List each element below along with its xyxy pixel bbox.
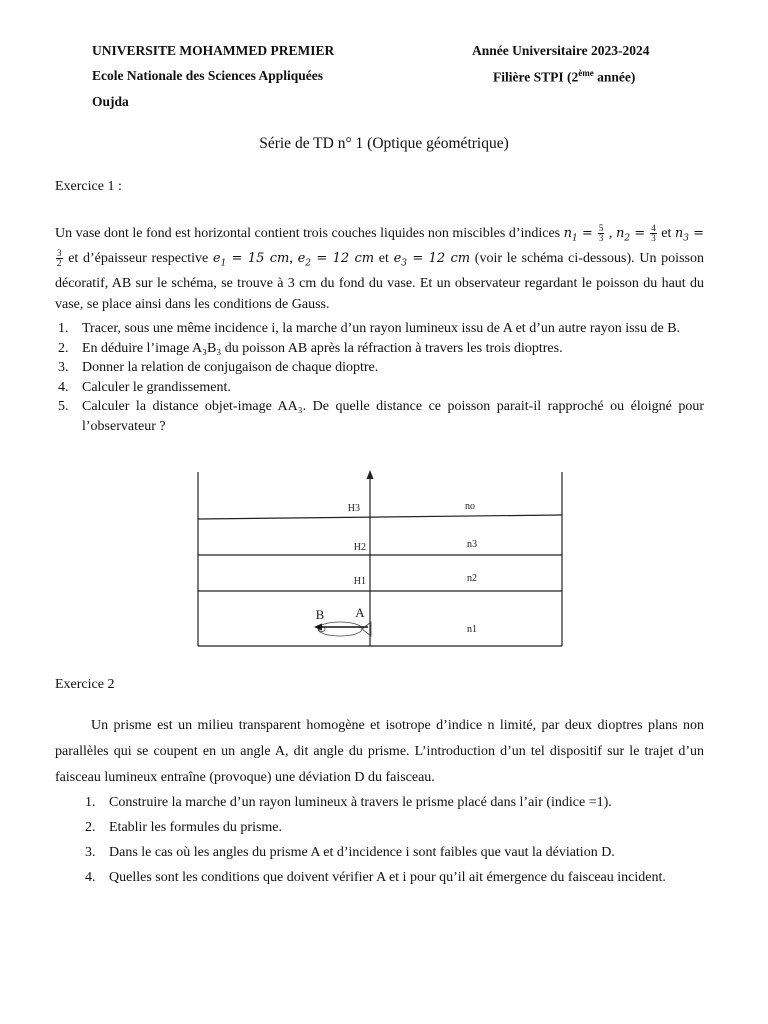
- label-h3: H3: [347, 503, 360, 514]
- exercise-1-questions: [55, 319, 704, 436]
- list-item: 4. Calculer le grandissement.: [58, 379, 231, 395]
- academic-year: Année Universitaire 2023-2024: [472, 43, 650, 58]
- list-item: 4. Quelles sont les conditions que doivent vérifier A et i pour qu’il ait émergence du faisceau incident.: [85, 870, 666, 885]
- exercise-1-intro: Un vase dont le fond est horizontal contient trois couches liquides non miscibles d’indices $n_1$ = $\frac{5}{3}$ , $n_2$ = $\frac{4}{3}$ et $n_3$ = $\frac{3}{2}$ et d’épaisseur respective $e_1 = 15$ cm, $e_2 = 12$ cm et $e_3 = 12$ cm (voir le schéma ci-dessous). Un poisson décoratif, AB sur le schéma, se trouve à 3 cm du fond du vase. Et un observateur regardant le poisson du haut du vase, se place ainsi dans les conditions de Gauss.: [55, 223, 704, 312]
- list-item: 1. Construire la marche d’un rayon lumineux à travers le prisme placé dans l’air (indice =1).: [85, 795, 612, 810]
- label-h1: H1: [353, 576, 366, 587]
- label-h2: H2: [353, 542, 366, 553]
- list-item: 3. Dans le cas où les angles du prisme A et d’incidence i sont faibles que vaut la déviation D.: [85, 845, 615, 860]
- exercise-2-intro: Un prisme est un milieu transparent homogène et isotrope d’indice n limité, par deux dioptres plans non parallèles qui se coupent en un angle A, dit angle du prisme. L’introduction d’un tel dispositif sur le trajet d’un faisceau lumineux entraîne (provoque) une déviation D du faisceau.: [55, 718, 704, 785]
- university-name: UNIVERSITE MOHAMMED PREMIER: [92, 43, 335, 58]
- label-n2: n2: [467, 573, 477, 584]
- interface-line-top: [198, 515, 562, 519]
- exercise-2-questions: [55, 790, 704, 890]
- list-item: 2. En déduire l’image A₃B₃ du poisson AB après la réfraction à travers les trois dioptres.: [58, 340, 563, 356]
- list-item: 2. Etablir les formules du prisme.: [85, 820, 283, 835]
- point-a-label: A: [355, 605, 365, 620]
- label-n1: n1: [467, 624, 477, 635]
- label-no: no: [465, 501, 475, 512]
- axis-arrow-icon: [367, 470, 374, 479]
- program-name: Filière STPI (2ème année): [493, 68, 636, 85]
- school-name: Ecole Nationale des Sciences Appliquées: [92, 68, 324, 83]
- list-item: 3. Donner la relation de conjugaison de chaque dioptre.: [58, 360, 379, 375]
- vase-diagram: [190, 466, 570, 652]
- exercise-1-label: Exercice 1 :: [55, 179, 122, 194]
- page-title: Série de TD n° 1 (Optique géométrique): [259, 135, 509, 152]
- list-item: 5. Calculer la distance objet-image AA₃. De quelle distance ce poisson parait-il rapproché ou éloigné pour l’observateur ?: [58, 399, 704, 434]
- list-item: 1. Tracer, sous une même incidence i, la marche d’un rayon lumineux issu de A et d’un autre rayon issu de B.: [58, 321, 681, 336]
- city-name: Oujda: [92, 94, 129, 109]
- point-b-label: B: [315, 607, 325, 622]
- exercise-2-label: Exercice 2: [55, 677, 115, 692]
- label-n3: n3: [467, 539, 477, 550]
